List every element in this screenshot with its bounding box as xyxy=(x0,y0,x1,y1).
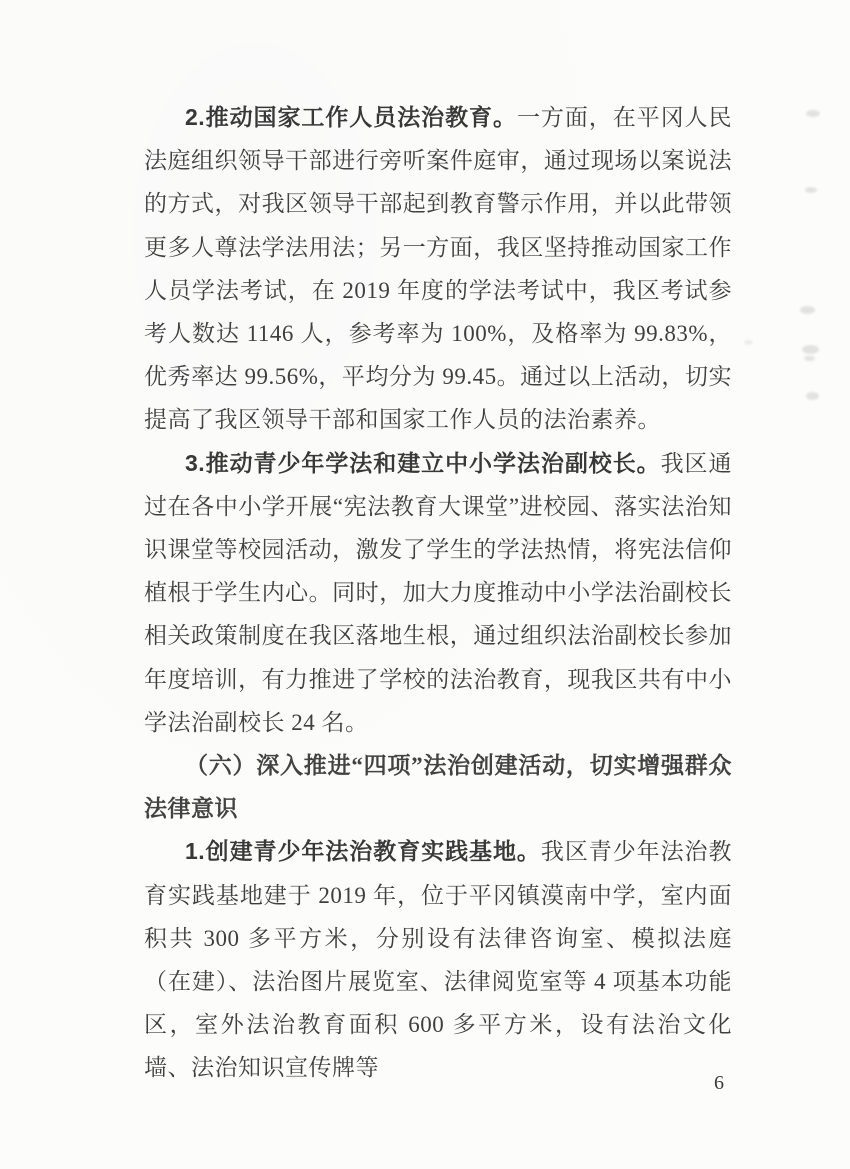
paragraph-text-3: 我区通过在各中小学开展“宪法教育大课堂”进校园、落实法治知识课堂等校园活动，激发了学生的学法热情，将宪法信仰植根于学生内心。同时，加大力度推动中小学法治副校长相关政策制度在我区落地生根，通过组织法治副校长参加年度培训，有力推进了学校的法治教育，现我区共有中小学法治副校长 24 名。 xyxy=(144,450,733,735)
scan-smudge xyxy=(800,306,815,314)
paragraph-lead-2: 2.推动国家工作人员法治教育。 xyxy=(185,104,517,130)
scan-smudge xyxy=(744,340,753,345)
section-heading-six-text: （六）深入推进“四项”法治创建活动，切实增强群众法律意识 xyxy=(144,753,732,822)
paragraph-lead-1: 1.创建青少年法治教育实践基地。 xyxy=(185,838,541,865)
scan-smudge xyxy=(802,345,819,354)
scan-smudge xyxy=(806,392,819,400)
document-body xyxy=(144,96,732,1090)
section-heading-six xyxy=(144,744,732,830)
paragraph-lead-3: 3.推动青少年学法和建立中小学法治副校长。 xyxy=(185,449,661,476)
paragraph-text-2: 一方面，在平冈人民法庭组织领导干部进行旁听案件庭审，通过现场以案说法的方式，对我区领导干部起到教育警示作用，并以此带领更多人尊法学法用法；另一方面，我区坚持推动国家工作人员学法考试，在 2019 年度的学法考试中，我区考试参考人数达 1146 人，参考率为 100%，及格率为 99.83%，优秀率达 99.56%，平均分为 99.45。通过以上活动，切实提高了我区领导干部和国家工作人员的法治素养。 xyxy=(144,105,733,433)
paragraph-text-1: 我区青少年法治教育实践基地建于 2019 年，位于平冈镇漠南中学，室内面积共 300 多平方米，分别设有法律咨询室、模拟法庭（在建）、法治图片展览室、法律阅览室等 4 项基本功能区，室外法治教育面积 600 多平方米，设有法治文化墙、法治知识宣传牌等 xyxy=(144,839,732,1081)
scan-smudge xyxy=(805,187,817,193)
paragraph-national-staff-education xyxy=(144,96,732,442)
paragraph-youth-practice-base xyxy=(144,830,732,1089)
scan-smudge xyxy=(804,356,815,361)
page-number: 6 xyxy=(714,1072,724,1094)
paragraph-youth-law-vice-principal xyxy=(144,442,732,744)
scan-smudge xyxy=(806,110,820,117)
